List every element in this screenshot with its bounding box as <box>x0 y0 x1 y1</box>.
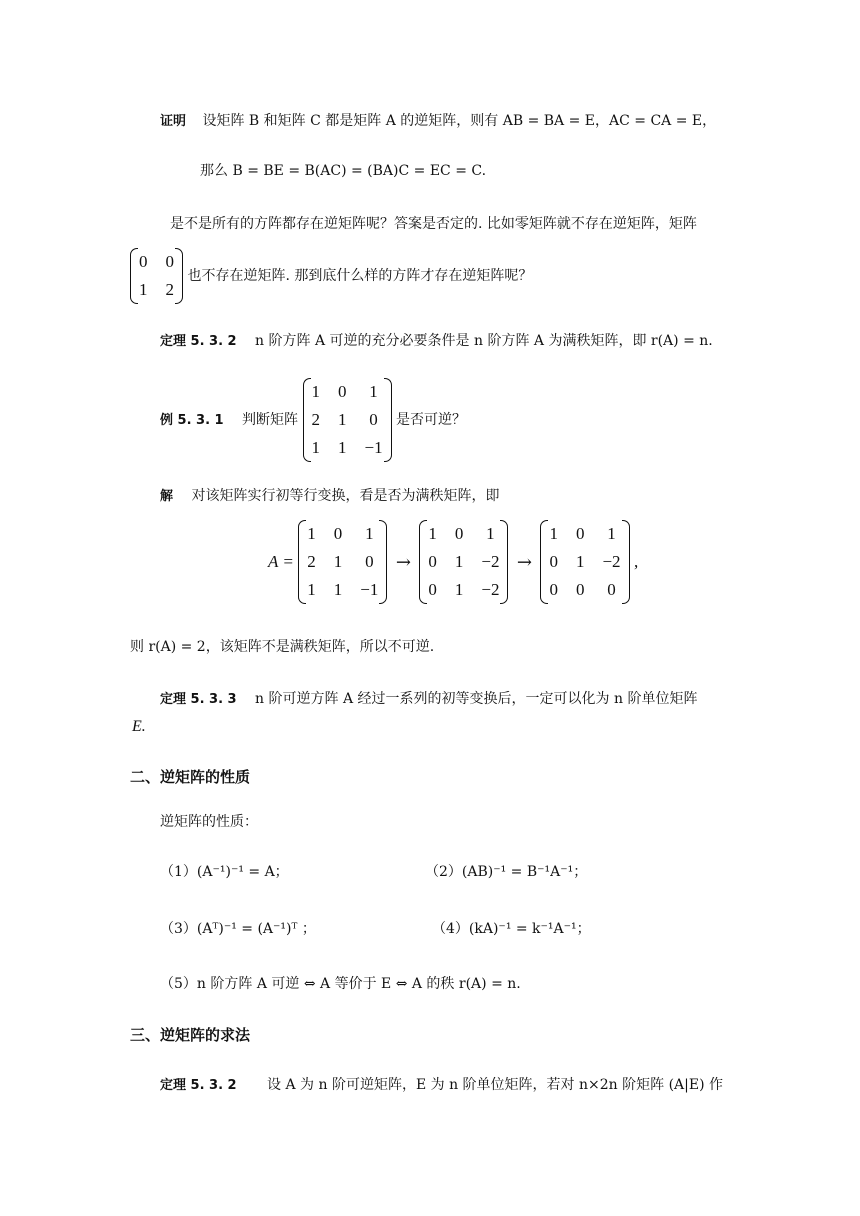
section-2-heading: 二、逆矩阵的性质 <box>130 768 251 786</box>
section-3-theorem <box>160 1074 723 1094</box>
matrix-cell: 1 <box>333 580 343 599</box>
transform-arrow: → <box>395 551 411 573</box>
section-3-theorem-label: 定理 5. 3. 2 <box>160 1078 237 1093</box>
theorem-533-text: n 阶可逆方阵 A 经过一系列的初等变换后，一定可以化为 n 阶单位矩阵 <box>255 691 698 707</box>
matrix-step-1 <box>298 520 387 604</box>
matrix-cell: 1 <box>139 280 148 299</box>
matrix-step-2 <box>419 520 508 604</box>
matrix-cell: 0 <box>549 552 558 571</box>
matrix-cell: 2 <box>311 410 320 429</box>
matrix-cell: 1 <box>428 524 437 543</box>
question-line1: 是不是所有的方阵都存在逆矩阵呢？答案是否定的. 比如零矩阵就不存在逆矩阵，矩阵 <box>170 216 697 232</box>
matrix-cell: 1 <box>454 552 464 571</box>
matrix-cell: 1 <box>365 524 374 543</box>
solution-intro <box>160 485 499 505</box>
question-line2-row <box>130 248 532 304</box>
theorem-532-label: 定理 5. 3. 2 <box>160 334 237 349</box>
matrix-cell: 0 <box>333 524 343 543</box>
section-3-heading: 三、逆矩阵的求法 <box>130 1026 251 1044</box>
theorem-532 <box>160 330 713 350</box>
matrix-cell: 0 <box>607 580 616 599</box>
matrix-cell: 1 <box>369 382 378 401</box>
matrix-cell: 1 <box>311 438 320 457</box>
proof-line2: 那么 B = BE = B(AC) = (BA)C = EC = C. <box>200 163 487 179</box>
matrix-cell: 0 <box>139 252 148 271</box>
matrix-cell: 1 <box>607 524 616 543</box>
equation-lhs: A = <box>268 552 294 571</box>
matrix-cell: 1 <box>549 524 558 543</box>
matrix-cell: 1 <box>333 552 343 571</box>
property-3: （3）(Aᵀ)⁻¹ = (A⁻¹)ᵀ ； <box>160 921 316 937</box>
example-suffix: 是否可逆？ <box>396 412 467 428</box>
matrix-cell: 0 <box>575 524 585 543</box>
matrix-cell: −2 <box>481 552 500 571</box>
matrix-cell: 0 <box>365 552 374 571</box>
solution-label: 解 <box>160 489 174 504</box>
row-reduction-equation <box>268 520 638 604</box>
matrix-cell: 2 <box>307 552 316 571</box>
matrix-cell: 1 <box>338 438 347 457</box>
solution-conclusion: 则 r(A) = 2，该矩阵不是满秩矩阵，所以不可逆. <box>130 639 435 655</box>
example-531-label: 例 5. 3. 1 <box>160 413 224 428</box>
matrix-cell: 1 <box>307 580 316 599</box>
theorem-533-text2: E. <box>132 718 146 735</box>
section-3-theorem-text: 设 A 为 n 阶可逆矩阵，E 为 n 阶单位矩阵，若对 n×2n 阶矩阵 (A|E) 作 <box>267 1077 724 1093</box>
matrix-cell: −1 <box>364 438 383 457</box>
property-4: （4）(kA)⁻¹ = k⁻¹A⁻¹； <box>432 921 591 937</box>
matrix-cell: 0 <box>549 580 558 599</box>
example-prefix: 判断矩阵 <box>242 412 299 428</box>
matrix-cell: −2 <box>602 552 621 571</box>
matrix-cell: 0 <box>575 580 585 599</box>
matrix-cell: −2 <box>481 580 500 599</box>
property-5: （5）n 阶方阵 A 可逆 ⇔ A 等价于 E ⇔ A 的秩 r(A) = n. <box>160 976 521 992</box>
proof-text: 设矩阵 B 和矩阵 C 都是矩阵 A 的逆矩阵，则有 AB = BA = E，AC = CA = E， <box>202 113 717 129</box>
matrix-step-3 <box>540 520 629 604</box>
theorem-533-label: 定理 5. 3. 3 <box>160 692 237 707</box>
property-2: （2）(AB)⁻¹ = B⁻¹A⁻¹； <box>425 864 588 880</box>
matrix-cell: 0 <box>165 252 174 271</box>
matrix-cell: 1 <box>311 382 320 401</box>
question-line2: 也不存在逆矩阵. 那到底什么样的方阵才存在逆矩阵呢？ <box>187 268 533 284</box>
matrix-cell: 1 <box>575 552 585 571</box>
theorem-533 <box>160 688 697 708</box>
matrix-cell: 0 <box>369 410 378 429</box>
matrix-cell: 1 <box>486 524 495 543</box>
matrix-cell: 1 <box>307 524 316 543</box>
equation-trail: , <box>634 552 639 571</box>
zero-example-matrix <box>130 248 183 304</box>
example-matrix <box>303 378 392 462</box>
matrix-cell: 0 <box>338 382 347 401</box>
theorem-532-text: n 阶方阵 A 可逆的充分必要条件是 n 阶方阵 A 为满秩矩阵，即 r(A) = n. <box>255 333 713 349</box>
matrix-cell: 2 <box>165 280 174 299</box>
matrix-cell: 0 <box>428 552 437 571</box>
properties-intro: 逆矩阵的性质： <box>160 814 258 830</box>
proof-label: 证明 <box>160 114 187 129</box>
matrix-cell: 1 <box>338 410 347 429</box>
property-1: （1）(A⁻¹)⁻¹ = A； <box>160 864 289 880</box>
matrix-cell: 0 <box>428 580 437 599</box>
transform-arrow: → <box>516 551 532 573</box>
example-531 <box>160 378 466 462</box>
proof-paragraph <box>160 110 716 130</box>
solution-text: 对该矩阵实行初等行变换，看是否为满秩矩阵，即 <box>191 488 500 504</box>
matrix-cell: 1 <box>454 580 464 599</box>
matrix-cell: 0 <box>454 524 464 543</box>
matrix-cell: −1 <box>360 580 379 599</box>
